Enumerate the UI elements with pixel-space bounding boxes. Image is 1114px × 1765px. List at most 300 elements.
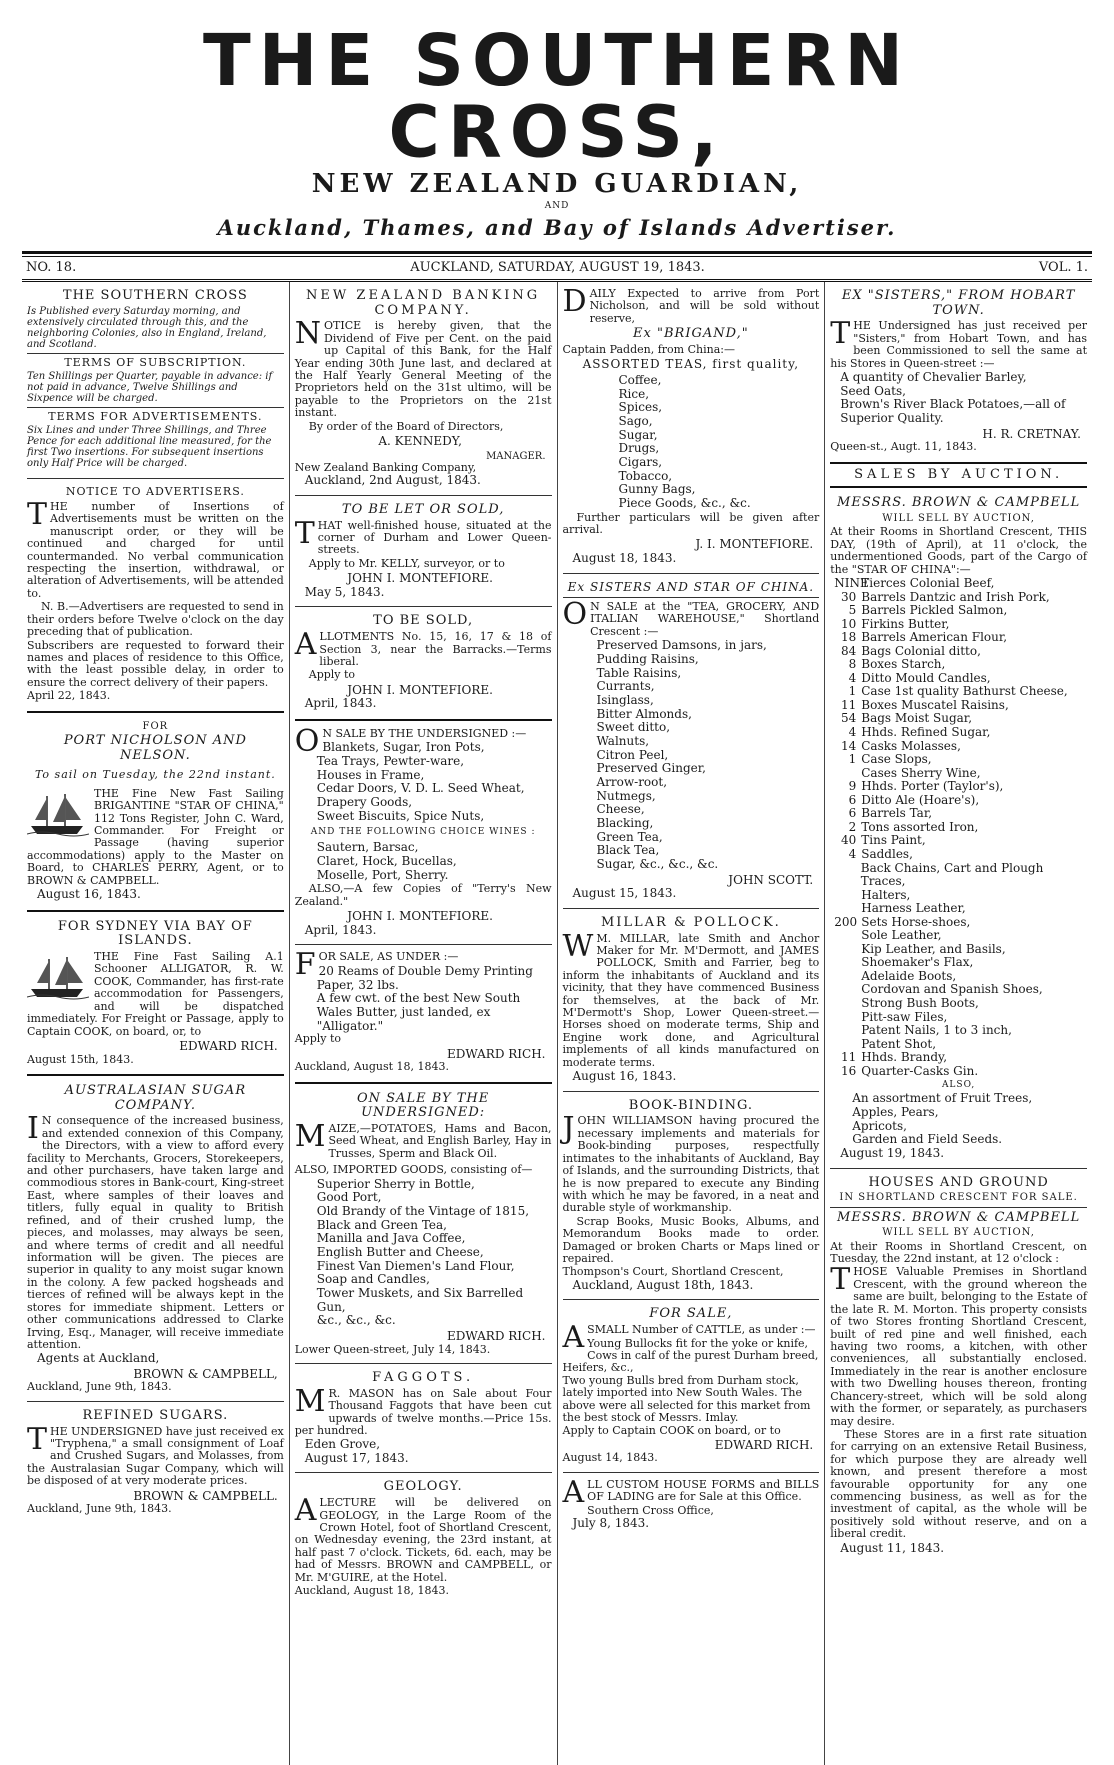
text: Agents at Auckland, (37, 1351, 160, 1366)
heading: Ex "BRIGAND," (633, 326, 749, 342)
heading: NEW ZEALAND BANKING COMPANY. (306, 287, 541, 318)
goods-row (834, 956, 1087, 970)
volume-number: VOL. 1. (1038, 260, 1088, 276)
signature: JOHN I. MONTEFIORE. (347, 909, 493, 924)
goods-row (834, 848, 1087, 862)
text: JOHN WILLIAMSON having procured the necessary implements and materials for Book-binding purposes, respectfully intimates to the inhabitants of Auckland, Bay of Islands, and the surrounding Districts, that he is now prepared to execute any Binding with which he may be favored, in a neat and durable style of workmanship. (562, 1111, 820, 1215)
list-item: Cows in calf of the purest Durham breed, Heifers, &c., (562, 1348, 819, 1375)
goods-quantity: 11 (840, 697, 857, 712)
goods-description: Bags Moist Sugar, (861, 711, 973, 726)
address: New Zealand Banking Company, (294, 460, 477, 474)
goods-description: Strong Bush Boots, (861, 995, 979, 1010)
goods-quantity: 4 (848, 670, 857, 685)
on-sale-ad (295, 725, 552, 942)
signature: EDWARD RICH. (179, 1038, 278, 1053)
custom-house-ad (563, 1476, 820, 1535)
faggots-ad (295, 1367, 552, 1469)
goods-description: Hhds. Brandy, (861, 1050, 948, 1065)
goods-quantity (834, 943, 856, 957)
refined-sugars-ad (27, 1405, 284, 1520)
date: May 5, 1843. (304, 584, 385, 599)
date: August 16, 1843. (572, 1069, 677, 1084)
list-item: Table Raisins, (596, 665, 682, 680)
goods-row (834, 672, 1087, 686)
goods-description: Bags Colonial ditto, (861, 643, 981, 658)
goods-quantity: 6 (848, 806, 857, 821)
goods-row (834, 997, 1087, 1011)
text: THE Undersigned has just received per "Sisters," from Hobart Town, and has been Commissioned to sell the same at his Stores in Queen-street :— (830, 316, 1087, 370)
text: ASMALL Number of CATTLE, as under :— (562, 1320, 816, 1356)
goods-description: Harness Leather, (861, 901, 966, 916)
list-item: Citron Peel, (596, 747, 669, 762)
goods-list (830, 577, 1087, 1078)
goods-row (834, 631, 1087, 645)
goods-row (834, 943, 1087, 957)
text: Apply to Captain COOK on board, or to (562, 1423, 781, 1437)
grocery-warehouse-ad (563, 577, 820, 905)
goods-description: Boxes Starch, (861, 657, 946, 672)
list-item: Superior Sherry in Bottle, (316, 1176, 475, 1191)
list-item: Finest Van Diemen's Land Flour, (316, 1258, 515, 1273)
text: At their Rooms in Shortland Crescent, on Tuesday, the 22nd instant, at 12 o'clock : (830, 1239, 1087, 1266)
text: Is Published every Saturday morning, and extensively circulated through this, and the neighboring Colonies, also in England, Ireland, and Scotland. (27, 305, 267, 350)
newspaper-title: THE SOUTHERN CROSS, (203, 18, 911, 174)
date: August 15, 1843. (572, 886, 677, 901)
heading: FOR SYDNEY VIA BAY OF ISLANDS. (57, 918, 253, 949)
goods-row (834, 983, 1087, 997)
text: ALL CUSTOM HOUSE FORMS and BILLS OF LADING are for Sale at this Office. (562, 1474, 820, 1510)
list-item: Currants, (596, 679, 655, 694)
list-item: Moselle, Port, Sherry. (316, 867, 449, 882)
column-2 (290, 282, 558, 1765)
newspaper-tagline: Auckland, Thames, and Bay of Islands Advertiser. (217, 214, 897, 240)
list-item: Sago, (618, 413, 653, 428)
auction-star-of-china (830, 492, 1087, 1164)
signature: BROWN & CAMPBELL. (133, 1488, 278, 1503)
goods-quantity (834, 767, 856, 781)
for-sale-ad (295, 948, 552, 1077)
section-heading: SALES BY AUCTION. (854, 466, 1064, 482)
date: Queen-st., Augt. 11, 1843. (830, 440, 977, 454)
goods-row (834, 889, 1087, 903)
list-item: Houses in Frame, (316, 767, 425, 782)
goods-description: Cases Sherry Wine, (861, 765, 981, 780)
heading: ALSO, (941, 1080, 976, 1091)
goods-description: Sets Horse-shoes, (861, 914, 971, 929)
goods-quantity: 6 (848, 792, 857, 807)
heading: REFINED SUGARS. (82, 1407, 229, 1423)
list-item: Black Tea, (596, 843, 660, 858)
list-item: Piece Goods, &c., &c. (618, 495, 751, 510)
goods-description: Barrels American Flour, (861, 630, 1008, 645)
goods-quantity (834, 983, 856, 997)
goods-description: Halters, (861, 887, 911, 902)
date: July 8, 1843. (572, 1516, 650, 1531)
list-item: Blankets, Sugar, Iron Pots, (322, 740, 485, 755)
heading: FOR SALE, (649, 1306, 733, 1322)
goods-quantity: 54 (840, 711, 857, 726)
list-item: Cigars, (618, 454, 663, 469)
goods-quantity: 10 (840, 616, 857, 631)
date: August 19, 1843. (840, 1146, 945, 1161)
goods-row (834, 780, 1087, 794)
goods-description: Tons assorted Iron, (861, 819, 979, 834)
goods-row (834, 726, 1087, 740)
signature: JOHN SCOTT. (728, 872, 814, 887)
newspaper-subtitle: NEW ZEALAND GUARDIAN, (311, 169, 803, 199)
text: Ten Shillings per Quarter, payable in advance: if not paid in advance, Twelve Shillings and Sixpence will be charged. (27, 371, 273, 405)
list-item: Apples, Pears, (852, 1105, 939, 1120)
signature: JOHN I. MONTEFIORE. (347, 571, 493, 586)
goods-row (834, 970, 1087, 984)
goods-description: Patent Nails, 1 to 3 inch, (861, 1023, 1012, 1038)
list-item: 20 Reams of Double Demy Printing Paper, 32 lbs. (316, 963, 533, 992)
goods-description: Kip Leather, and Basils, (861, 941, 1006, 956)
text: THOSE Valuable Premises in Shortland Crescent, with the ground whereon the same are built, belonging to the Estate of the late R. M. Morton. This property consists of two Stores fronting Shortland Crescent, built of red pine and well finished, each having two rooms, a kitchen, with other conveniences, all substantially enclosed. Immediately in the rear is another enclosure with two Dwelling houses thereon, fronting Chancery-street, which will be sold along with the former, or separately, as purchasers may desire. (830, 1262, 1087, 1428)
heading: TERMS FOR ADVERTISEMENTS. (48, 410, 263, 424)
text: THE UNDERSIGNED have just received ex "Tryphena," a small consignment of Loaf and Crushed Sugars, and Molasses, from the Australasian Sugar Company, which will be disposed of at very moderate prices. (27, 1421, 284, 1488)
signature-role: MANAGER. (486, 450, 546, 462)
list-item: Sugar, &c., &c., &c. (596, 857, 719, 872)
goods-description: Saddles, (861, 846, 913, 861)
column-4 (825, 282, 1092, 1765)
item-list (830, 371, 1087, 426)
text: ON SALE at the "TEA, GROCERY, AND ITALIAN WAREHOUSE," Shortland Crescent :— (562, 597, 820, 638)
goods-quantity (834, 997, 856, 1011)
text: Apply to (294, 1032, 342, 1046)
goods-description: Case 1st quality Bathurst Cheese, (861, 684, 1068, 699)
issue-number: NO. 18. (26, 260, 77, 276)
text: Apply to (308, 668, 356, 682)
text: WM. MILLAR, late Smith and Anchor Maker for Mr. M'Dermott, and JAMES POLLOCK, Smith and Farrier, beg to inform the inhabitants of Auckland and its vicinity, that they have commenced Business for themselves, at the back of Mr. M'Dermott's Shop, Lower Queen-street.—Horses shoed on moderate terms, Ship and Engine work done, and Agricultural implements of all kinds manufactured on moderate terms. (562, 928, 820, 1069)
goods-quantity (834, 956, 856, 970)
goods-row (834, 834, 1087, 848)
goods-row (834, 1011, 1087, 1025)
text: THE Fine New Fast Sailing BRIGANTINE "STAR OF CHINA," 112 Tons Register, John C. Ward, Commander. For Freight or Passage (having superior accommodations) apply to the Master on Board, to CHARLES PERRY, Agent, or to BROWN & CAMPBELL. (27, 786, 284, 887)
goods-quantity: 11 (840, 1050, 857, 1065)
date: August 15th, 1843. (27, 1052, 134, 1066)
date: August 11, 1843. (840, 1540, 945, 1555)
let-or-sold-ad (295, 499, 552, 603)
item-list (563, 374, 820, 511)
notice-to-advertisers (27, 482, 284, 706)
date: April, 1843. (304, 922, 377, 937)
heading: BOOK-BINDING. (628, 1097, 754, 1113)
masthead-rule (22, 251, 1092, 254)
heading: FAGGOTS. (372, 1370, 475, 1386)
address: Southern Cross Office, (587, 1503, 714, 1517)
date: August 18, 1843. (572, 550, 677, 565)
goods-description: Barrels Pickled Salmon, (861, 603, 1008, 618)
heading: Ex SISTERS AND STAR OF CHINA. (567, 579, 815, 594)
list-item: Sugar, (618, 427, 658, 442)
text: Scrap Books, Music Books, Albums, and Memorandum Books made to order. Damaged or broken Charts or Maps lined or repaired. (562, 1214, 820, 1266)
list-item: Seed Oats, (840, 383, 906, 398)
goods-row (834, 577, 1087, 591)
text: N. B.—Advertisers are requested to send in their orders before Twelve o'clock on the day preceding that of publication. (27, 600, 284, 639)
heading: MESSRS. BROWN & CAMPBELL (837, 495, 1081, 511)
address: Thompson's Court, Shortland Crescent, (562, 1265, 784, 1279)
heading: IN SHORTLAND CRESCENT FOR SALE. (839, 1192, 1078, 1204)
goods-quantity: 1 (848, 684, 857, 699)
date: Auckland, August 18, 1843. (294, 1584, 449, 1598)
goods-description: Boxes Muscatel Raisins, (861, 697, 1009, 712)
text: IN consequence of the increased business, and extended connexion of this Company, the Directors, with a view to afford every facility to Merchants, Grocers, Storekeepers, and other purchasers, have taken large and commodious stores in Bank-court, King-street East, where samples of their loaves and titlers, fully equal in quality to British refined, and of their crushed lump, the pieces, and molasses, may always be seen, and where terms of credit and all needful information will be given. The pieces are superior in quality to any moist sugar known in the colony. A few packed hogsheads and tierces of refined will be always kept in the stores for immediate shipment. Letters or other communications addressed to Clarke Irving, Esq., Manager, will receive immediate attention. (27, 1111, 284, 1351)
text: At their Rooms in Shortland Crescent, THIS DAY, (19th of April), at 11 o'clock, the undermentioned Goods, part of the Cargo of the "STAR OF CHINA":— (830, 525, 1087, 576)
date: Auckland, June 9th, 1843. (27, 1380, 172, 1394)
goods-quantity: 84 (840, 643, 857, 658)
text: ON SALE BY THE UNDERSIGNED :— (294, 723, 527, 759)
item-list (563, 1338, 820, 1425)
goods-quantity: 14 (840, 738, 857, 753)
text: Subscribers are requested to forward their names and places of residence to this Office, with the least possible delay, in order to ensure the correct delivery of their papers. (27, 638, 284, 689)
list-item: Soap and Candles, (316, 1272, 430, 1287)
list-item: Brown's River Black Potatoes,—all of Superior Quality. (840, 397, 1066, 426)
date: April, 1843. (304, 696, 377, 711)
sydney-ad (27, 916, 284, 1070)
date: Auckland, June 9th, 1843. (27, 1502, 172, 1516)
goods-description: Back Chains, Cart and Plough Traces, (860, 860, 1044, 889)
column-1 (22, 282, 290, 1765)
text: THE Fine Fast Sailing A.1 Schooner ALLIGATOR, R. W. COOK, Commander, has first-rate accommodation for Passengers, and will be dispatched immediately. For Freight or Passage, apply to Captain COOK, on board, or, to (27, 950, 284, 1038)
goods-quantity (834, 1011, 856, 1025)
list-item: Tobacco, (618, 468, 673, 483)
heading: FOR (142, 720, 169, 732)
date: Auckland, August 18, 1843. (294, 1060, 449, 1074)
goods-quantity: 9 (848, 779, 857, 794)
ship-icon (27, 953, 89, 1001)
goods-quantity: NINE (834, 576, 869, 591)
list-item: Black and Green Tea, (316, 1217, 447, 1232)
date: Auckland, August 18th, 1843. (572, 1277, 754, 1292)
goods-row (834, 794, 1087, 808)
date: August 14, 1843. (562, 1451, 658, 1465)
columns (22, 282, 1092, 1765)
text: FOR SALE, AS UNDER :— (294, 947, 459, 983)
goods-row (834, 591, 1087, 605)
goods-row (834, 902, 1087, 916)
goods-description: Barrels Dantzic and Irish Pork, (861, 589, 1050, 604)
date: April 22, 1843. (27, 689, 111, 703)
text: NOTICE is hereby given, that the Dividend of Five per Cent. on the paid up Capital of this Bank, for the Half Year ending 30th June last, and declared at the Half Yearly General Meeting of the Proprietors held on the 31st ultimo, will be payable to the Proprietors on the 21st instant. (294, 316, 552, 420)
list-item: Preserved Damsons, in jars, (596, 638, 767, 653)
goods-description: Firkins Butter, (861, 616, 950, 631)
heading: MESSRS. BROWN & CAMPBELL (837, 1209, 1081, 1225)
list-item: Spices, (618, 400, 663, 415)
text: By order of the Board of Directors, (308, 419, 504, 433)
date: Lower Queen-street, July 14, 1843. (294, 1342, 491, 1356)
heading: ON SALE BY THE UNDERSIGNED: (356, 1090, 490, 1121)
item-list (295, 1178, 552, 1328)
signature: EDWARD RICH. (714, 1437, 814, 1452)
list-item: Drugs, (618, 441, 660, 456)
date: August 17, 1843. (304, 1450, 409, 1465)
list-item: Sweet Biscuits, Spice Nuts, (316, 808, 485, 823)
goods-row (834, 1051, 1087, 1065)
goods-quantity: 8 (848, 657, 857, 672)
list-item: Claret, Hock, Bucellas, (316, 854, 457, 869)
goods-quantity: 5 (848, 603, 857, 618)
heading: HOUSES AND GROUND (868, 1174, 1049, 1190)
goods-row (834, 767, 1087, 781)
text: Apply to Mr. KELLY, surveyor, or to (308, 556, 505, 570)
goods-row (834, 604, 1087, 618)
list-item: Sautern, Barsac, (316, 840, 419, 855)
list-item: Tower Muskets, and Six Barrelled Gun, (316, 1286, 524, 1314)
text: Further particulars will be given after arrival. (562, 510, 820, 536)
goods-description: Case Slops, (861, 752, 932, 767)
goods-quantity: 4 (848, 725, 857, 740)
goods-description: Ditto Ale (Hoare's), (861, 792, 980, 807)
list-item: An assortment of Fruit Trees, (852, 1091, 1033, 1106)
list-item: Nutmegs, (596, 788, 656, 803)
signature: JOHN I. MONTEFIORE. (347, 682, 493, 697)
goods-description: Quarter-Casks Gin. (861, 1063, 979, 1078)
list-item: Pudding Raisins, (596, 652, 699, 666)
masthead-and: AND (544, 201, 570, 212)
goods-description: Hhds. Refined Sugar, (861, 725, 991, 740)
goods-quantity: 1 (848, 752, 857, 767)
signature: EDWARD RICH. (447, 1046, 546, 1061)
item-list (295, 841, 552, 882)
goods-row (834, 916, 1087, 930)
date: August 16, 1843. (37, 887, 141, 902)
heading: TERMS OF SUBSCRIPTION. (64, 355, 247, 369)
list-item: Arrow-root, (596, 775, 668, 790)
list-item: Green Tea, (596, 829, 663, 844)
list-item: Manilla and Java Coffee, (316, 1231, 466, 1246)
text: ALSO,—A few Copies of "Terry's New Zealand." (294, 882, 552, 908)
signature: J. I. MONTEFIORE. (695, 537, 814, 552)
date: Auckland, 2nd August, 1843. (304, 473, 481, 488)
ship-icon (27, 790, 89, 838)
list-item: Old Brandy of the Vintage of 1815, (316, 1204, 530, 1218)
port-nicholson-ad (27, 717, 284, 906)
heading: GEOLOGY. (383, 1479, 463, 1495)
goods-description: Adelaide Boots, (861, 968, 957, 983)
heading: MILLAR & POLLOCK. (600, 914, 781, 930)
dateline (22, 257, 1092, 279)
list-item: Preserved Ginger, (596, 761, 706, 776)
list-item: English Butter and Cheese, (316, 1245, 484, 1260)
heading: TO BE SOLD, (373, 613, 474, 629)
column-3 (558, 282, 826, 1765)
list-item: Good Port, (316, 1190, 382, 1205)
text: ALLOTMENTS No. 15, 16, 17 & 18 of Section 3, near the Barracks.—Terms liberal. (294, 627, 552, 668)
text: ALSO, IMPORTED GOODS, consisting of— (294, 1163, 533, 1177)
publication-notice (27, 285, 284, 476)
item-list (295, 965, 552, 1033)
goods-row (834, 618, 1087, 632)
goods-row (834, 685, 1087, 699)
cattle-ad (563, 1303, 820, 1468)
list-item: Blacking, (596, 816, 654, 831)
text: DAILY Expected to arrive from Port Nicholson, and will be sold without reserve, (562, 283, 820, 325)
goods-row (834, 740, 1087, 754)
goods-row (834, 658, 1087, 672)
list-item: A few cwt. of the best New South Wales Butter, just landed, ex "Alligator." (316, 991, 521, 1033)
item-list (563, 639, 820, 871)
goods-quantity: 200 (834, 914, 858, 929)
heading: NOTICE TO ADVERTISERS. (65, 485, 245, 499)
list-item: Cedar Doors, V. D. L. Seed Wheat, (316, 781, 525, 796)
text: THAT well-finished house, situated at the corner of Durham and Lower Queen-streets. (294, 515, 552, 557)
list-item: Isinglass, (596, 693, 654, 708)
brigand-ad (563, 285, 820, 570)
sail-date: To sail on Tuesday, the 22nd instant. (34, 768, 276, 782)
text: Six Lines and under Three Shillings, and Three Pence for each additional line measured, for the first Two insertions. For subsequent insertions only Half Price will be charged. (27, 425, 272, 470)
heading: TO BE LET OR SOLD, (341, 501, 505, 517)
text: MR. MASON has on Sale about Four Thousand Faggots that have been cut upwards of twelve months.—Price 15s. per hundred. (294, 1383, 552, 1437)
goods-description: Hhds. Porter (Taylor's), (861, 779, 1004, 794)
text: These Stores are in a first rate situation for carrying on an extensive Retail Business, for which purpose they are already well known, and present therefore a most favourable opportunity for any one commencing business, as well as for the investment of capital, as the whole will be positively sold without reserve, and on a liberal credit. (830, 1427, 1087, 1541)
goods-row (834, 753, 1087, 767)
signature: A. KENNEDY, (378, 434, 462, 449)
item-list (830, 1092, 1087, 1147)
goods-row (834, 929, 1087, 943)
allotments-ad (295, 610, 552, 714)
list-item: Walnuts, (596, 734, 650, 749)
list-item: Rice, (618, 386, 650, 401)
goods-description: Casks Molasses, (861, 738, 961, 753)
list-item: Young Bullocks fit for the yoke or knife, (587, 1336, 809, 1350)
item-list (295, 741, 552, 823)
goods-quantity: 4 (848, 846, 857, 861)
list-item: Drapery Goods, (316, 794, 413, 809)
goods-description: Barrels Tar, (861, 806, 933, 821)
australasian-sugar-ad (27, 1080, 284, 1398)
heading: WILL SELL BY AUCTION, (882, 513, 1035, 525)
list-item: Coffee, (618, 372, 662, 387)
goods-quantity (834, 902, 856, 916)
goods-row (834, 821, 1087, 835)
heading: PORT NICHOLSON AND NELSON. (63, 732, 247, 763)
goods-quantity (834, 1038, 856, 1052)
goods-quantity: 16 (840, 1063, 857, 1078)
list-item: Two young Bulls bred from Durham stock, lately imported into New South Wales. The above were all selected for this market from the best stock of Messrs. Imlay. (562, 1373, 811, 1425)
list-item: &c., &c., &c. (316, 1313, 396, 1328)
banking-company-ad (295, 285, 552, 492)
goods-quantity: 18 (840, 630, 857, 645)
goods-row (834, 1038, 1087, 1052)
goods-row (834, 807, 1087, 821)
goods-row (834, 1065, 1087, 1079)
heading: WILL SELL BY AUCTION, (882, 1227, 1035, 1239)
signature: H. R. CRETNAY. (982, 426, 1081, 441)
goods-row (834, 1024, 1087, 1038)
text: Captain Padden, from China:— (562, 342, 735, 356)
goods-description: Cordovan and Spanish Shoes, (861, 982, 1043, 997)
list-item: Sweet ditto, (596, 720, 671, 735)
list-item: Garden and Field Seeds. (852, 1132, 1003, 1147)
list-item: Gunny Bags, (618, 482, 696, 497)
book-binding-ad (563, 1095, 820, 1297)
goods-row (834, 699, 1087, 713)
signature: BROWN & CAMPBELL, (133, 1366, 278, 1381)
goods-description: Ditto Mould Candles, (861, 670, 991, 685)
goods-quantity (834, 1024, 856, 1038)
millar-pollock-ad (563, 912, 820, 1088)
goods-quantity: 40 (840, 833, 857, 848)
goods-description: Pitt-saw Files, (861, 1009, 948, 1024)
signature: EDWARD RICH. (447, 1329, 546, 1344)
goods-row (834, 862, 1087, 889)
heading: AUSTRALASIAN SUGAR COMPANY. (64, 1082, 247, 1113)
text: MAIZE,—POTATOES, Hams and Bacon, Seed Wheat, and English Barley, Hay in Trusses, Sperm and Black Oil. (294, 1118, 552, 1160)
list-item: Bitter Almonds, (596, 706, 692, 721)
masthead (22, 0, 1092, 239)
text: ALECTURE will be delivered on GEOLOGY, in the Large Room of the Crown Hotel, foot of Shortland Crescent, on Wednesday evening, the 23rd instant, at half past 7 o'clock. Tickets, 6d. each, may be had of Messrs. BROWN and CAMPBELL, or Mr. M'GUIRE, at the Hotel. (294, 1493, 552, 1584)
